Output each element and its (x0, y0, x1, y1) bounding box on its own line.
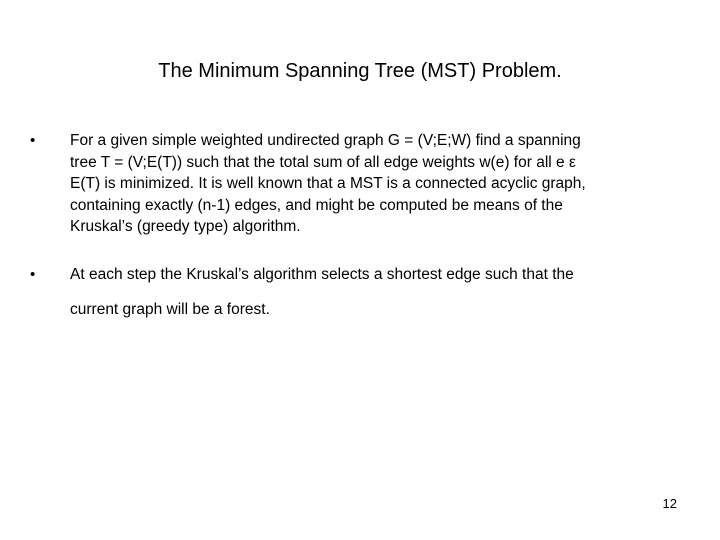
bullet-2-line-2: current graph will be a forest. (70, 301, 270, 318)
bullet-1-line-3: E(T) is minimized. It is well known that a MST is a connected acyclic graph, (70, 175, 586, 192)
bullet-1-line-1: For a given simple weighted undirected graph G = (V;E;W) find a spanning (70, 132, 581, 149)
slide-title: The Minimum Spanning Tree (MST) Problem. (158, 60, 562, 82)
page-number: 12 (662, 496, 677, 511)
bullet-list (30, 130, 680, 329)
bullet-item-1 (30, 130, 680, 238)
bullet-1-line-4: containing exactly (n-1) edges, and might be computed be means of the (70, 196, 563, 214)
bullet-text-1 (70, 130, 680, 238)
bullet-1-line-5: Kruskal’s (greedy type) algorithm. (70, 218, 301, 235)
bullet-icon: • (30, 265, 36, 283)
bullet-icon: • (30, 132, 36, 149)
bullet-2-line-1: At each step the Kruskal’s algorithm selects a shortest edge such that the (70, 265, 574, 283)
bullet-item-2 (30, 264, 680, 330)
bullet-text-2 (70, 264, 680, 330)
bullet-1-line-2: tree T = (V;E(T)) such that the total sum of all edge weights w(e) for all e ε (70, 153, 576, 171)
